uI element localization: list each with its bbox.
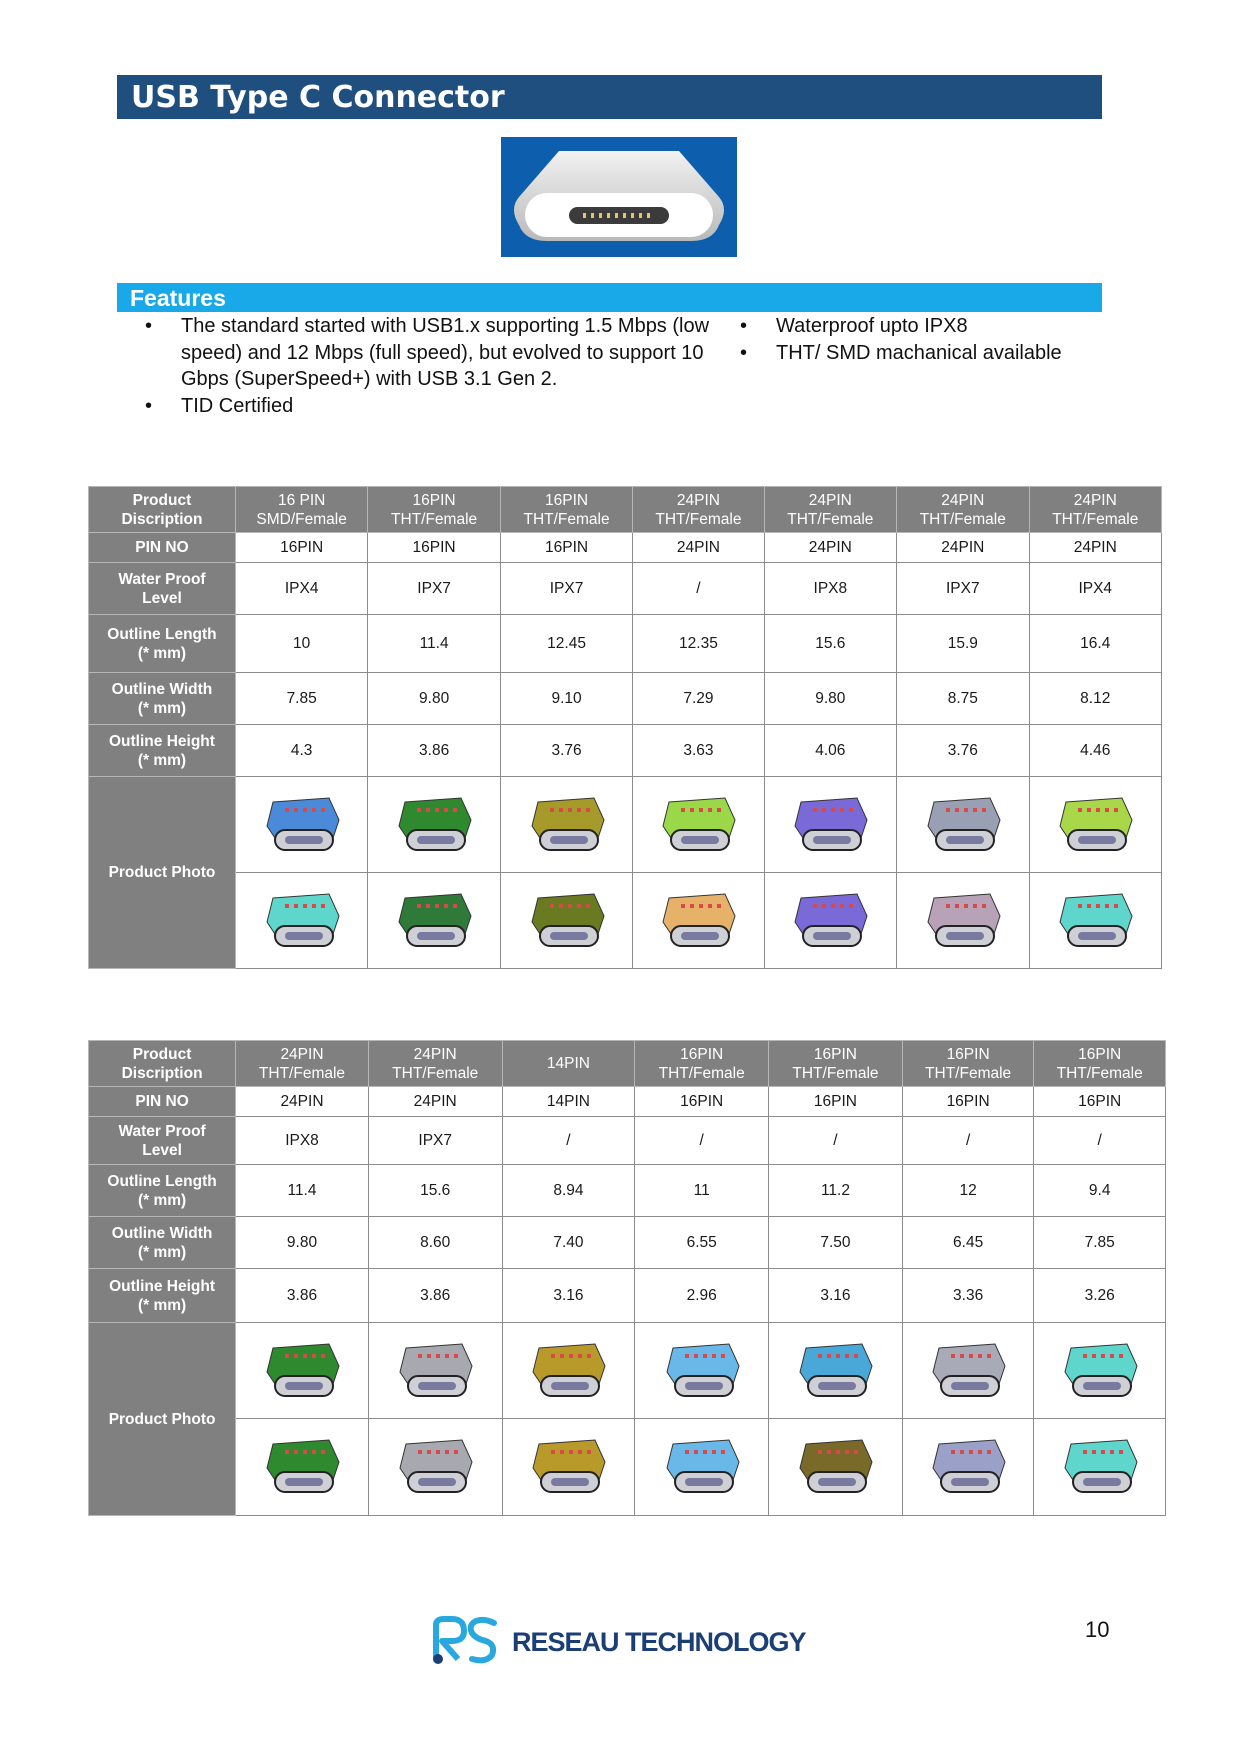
- pin-value-cell: 16PIN: [500, 533, 632, 563]
- pin-value-cell: 24PIN: [1029, 533, 1161, 563]
- connector-photo-icon: [524, 790, 610, 860]
- water-value-cell: IPX4: [1029, 563, 1161, 615]
- length-value-cell: 9.4: [1034, 1165, 1166, 1217]
- width-value-cell: 9.80: [236, 1217, 369, 1269]
- height-value-cell: 3.86: [368, 725, 500, 777]
- width-value-cell: 8.60: [368, 1217, 502, 1269]
- product-photo-cell: [764, 777, 896, 873]
- width-value-cell: 6.55: [635, 1217, 769, 1269]
- height-value-cell: 4.46: [1029, 725, 1161, 777]
- spec-table-2: [88, 1040, 1166, 1516]
- description-line: 16 PIN: [277, 491, 326, 509]
- description-line: THT/Female: [392, 1064, 479, 1082]
- height-value-cell: 3.26: [1034, 1269, 1166, 1323]
- description-line: THT/Female: [919, 510, 1006, 528]
- features-bar: [117, 283, 1102, 312]
- width-value-cell: 6.45: [902, 1217, 1034, 1269]
- description-line: 24PIN: [808, 491, 852, 509]
- product-photo-cell: [1034, 1323, 1166, 1419]
- row-label: [89, 533, 236, 563]
- row-label-line: Discription: [121, 510, 203, 528]
- pin-value-cell: 16PIN: [769, 1087, 903, 1117]
- product-description-cell: [769, 1041, 903, 1087]
- water-value-cell: IPX8: [236, 1117, 369, 1165]
- product-photo-cell: [897, 777, 1029, 873]
- connector-photo-icon: [655, 886, 741, 956]
- description-line: THT/Female: [523, 510, 610, 528]
- width-value-cell: 7.50: [769, 1217, 903, 1269]
- height-value-cell: 3.86: [368, 1269, 502, 1323]
- description-row: [89, 487, 1162, 533]
- product-photo-cell: [1029, 873, 1161, 969]
- description-line: SMD/Female: [256, 510, 347, 528]
- height-value-cell: 3.16: [502, 1269, 635, 1323]
- width-value-cell: 7.29: [633, 673, 764, 725]
- row-label-line: (* mm): [137, 1243, 187, 1261]
- row-label: [89, 725, 236, 777]
- pin-value-cell: 24PIN: [764, 533, 896, 563]
- row-label: [89, 1041, 236, 1087]
- product-description-cell: [236, 1041, 369, 1087]
- product-photo-cell: [897, 873, 1029, 969]
- product-description-cell: [235, 487, 367, 533]
- product-photo-cell: [902, 1323, 1034, 1419]
- length-value-cell: 10: [235, 615, 367, 673]
- photo-row: [89, 777, 1162, 873]
- product-photo-cell: [902, 1419, 1034, 1516]
- connector-photo-icon: [792, 1432, 878, 1502]
- product-photo-cell: [236, 1323, 369, 1419]
- product-description-cell: [897, 487, 1029, 533]
- connector-photo-icon: [525, 1432, 611, 1502]
- height-value-cell: 3.63: [633, 725, 764, 777]
- product-photo-cell: [235, 873, 367, 969]
- row-label-line: Outline Height: [109, 1277, 216, 1295]
- row-label-line: (* mm): [137, 1191, 187, 1209]
- length-value-cell: 12.45: [500, 615, 632, 673]
- description-line: THT/Female: [391, 510, 478, 528]
- product-photo-cell: [764, 873, 896, 969]
- width-row: [89, 1217, 1166, 1269]
- row-label: [89, 615, 236, 673]
- rs-logo-icon: [430, 1615, 500, 1665]
- footer-logo: [430, 1615, 810, 1665]
- description-row: [89, 1041, 1166, 1087]
- length-value-cell: 11.4: [368, 615, 500, 673]
- width-value-cell: 9.80: [368, 673, 500, 725]
- width-value-cell: 7.40: [502, 1217, 635, 1269]
- connector-photo-icon: [920, 886, 1006, 956]
- product-description-cell: [902, 1041, 1034, 1087]
- description-line: 14PIN: [546, 1055, 590, 1072]
- description-line: THT/Female: [1056, 1064, 1143, 1082]
- row-label-line: Outline Length: [107, 625, 217, 643]
- length-value-cell: 12: [902, 1165, 1034, 1217]
- description-line: THT/Female: [658, 1064, 745, 1082]
- features-list-right: [776, 313, 1116, 366]
- row-label-line: Outline Width: [111, 680, 213, 698]
- product-photo-cell: [635, 1323, 769, 1419]
- connector-photo-icon: [525, 1336, 611, 1406]
- pin-value-cell: 24PIN: [897, 533, 1029, 563]
- description-line: THT/Female: [258, 1064, 346, 1082]
- description-line: 24PIN: [941, 491, 985, 509]
- connector-photo-icon: [659, 1336, 745, 1406]
- length-row: [89, 615, 1162, 673]
- water-value-cell: /: [502, 1117, 635, 1165]
- features-list-left: [181, 313, 711, 419]
- length-value-cell: 11.2: [769, 1165, 903, 1217]
- product-photo-cell: [769, 1323, 903, 1419]
- width-value-cell: 8.75: [897, 673, 1029, 725]
- description-line: THT/Female: [792, 1064, 879, 1082]
- product-photo-cell: [635, 1419, 769, 1516]
- pin-value-cell: 24PIN: [368, 1087, 502, 1117]
- connector-photo-icon: [1052, 886, 1138, 956]
- product-photo-cell: [368, 1419, 502, 1516]
- water-value-cell: IPX7: [368, 563, 500, 615]
- connector-photo-icon: [391, 886, 477, 956]
- row-label-line: Outline Height: [109, 732, 215, 750]
- description-line: THT/Female: [655, 510, 742, 528]
- length-value-cell: 12.35: [633, 615, 764, 673]
- row-label-line: (* mm): [137, 644, 187, 662]
- pin-row: [89, 533, 1162, 563]
- pin-value-cell: 16PIN: [235, 533, 367, 563]
- length-value-cell: 15.6: [764, 615, 896, 673]
- row-label: [89, 1087, 236, 1117]
- product-photo-cell: [236, 1419, 369, 1516]
- pin-row: [89, 1087, 1166, 1117]
- length-value-cell: 11: [635, 1165, 769, 1217]
- width-value-cell: 7.85: [235, 673, 367, 725]
- connector-photo-icon: [524, 886, 610, 956]
- connector-photo-icon: [920, 790, 1006, 860]
- usb-c-hero-image: [501, 137, 737, 257]
- row-label: [89, 1217, 236, 1269]
- product-description-cell: [633, 487, 764, 533]
- photo-row: [89, 1419, 1166, 1516]
- length-row: [89, 1165, 1166, 1217]
- product-description-cell: [502, 1041, 635, 1087]
- height-value-cell: 3.36: [902, 1269, 1034, 1323]
- connector-photo-icon: [787, 886, 873, 956]
- connector-photo-icon: [1057, 1432, 1143, 1502]
- row-label-line: Outline Length: [107, 1172, 217, 1190]
- product-photo-cell: [502, 1323, 635, 1419]
- product-description-cell: [764, 487, 896, 533]
- height-value-cell: 3.16: [769, 1269, 903, 1323]
- description-line: THT/Female: [1052, 510, 1139, 528]
- height-value-cell: 2.96: [635, 1269, 769, 1323]
- water-value-cell: IPX8: [764, 563, 896, 615]
- description-line: THT/Female: [925, 1064, 1012, 1082]
- connector-photo-icon: [792, 1336, 878, 1406]
- product-photo-cell: [1034, 1419, 1166, 1516]
- product-description-cell: [500, 487, 632, 533]
- description-line: 16PIN: [680, 1045, 724, 1063]
- spec-table-1: [88, 486, 1162, 969]
- water-row: [89, 1117, 1166, 1165]
- row-label-line: Outline Width: [111, 1224, 213, 1242]
- connector-photo-icon: [391, 790, 477, 860]
- connector-photo-icon: [392, 1336, 478, 1406]
- row-label: [89, 1117, 236, 1165]
- length-value-cell: 15.6: [368, 1165, 502, 1217]
- length-value-cell: 11.4: [236, 1165, 369, 1217]
- product-description-cell: [368, 1041, 502, 1087]
- row-label: [89, 487, 236, 533]
- product-description-cell: [368, 487, 500, 533]
- description-line: 24PIN: [413, 1045, 457, 1063]
- height-value-cell: 3.86: [236, 1269, 369, 1323]
- title-bar: [117, 75, 1102, 119]
- description-line: THT/Female: [787, 510, 874, 528]
- row-label-line: Product: [132, 1045, 192, 1063]
- water-value-cell: /: [633, 563, 764, 615]
- connector-photo-icon: [1057, 1336, 1143, 1406]
- row-label-line: (* mm): [137, 699, 187, 717]
- description-line: 16PIN: [1078, 1045, 1122, 1063]
- connector-photo-icon: [1052, 790, 1138, 860]
- description-line: 16PIN: [412, 491, 456, 509]
- height-value-cell: 4.3: [235, 725, 367, 777]
- height-value-cell: 3.76: [897, 725, 1029, 777]
- description-line: 24PIN: [280, 1045, 324, 1063]
- footer-brand: RESEAU TECHNOLOGY: [512, 1627, 806, 1657]
- pin-value-cell: 16PIN: [635, 1087, 769, 1117]
- description-line: 24PIN: [676, 491, 720, 509]
- product-description-cell: [635, 1041, 769, 1087]
- row-label: [89, 1269, 236, 1323]
- connector-photo-icon: [392, 1432, 478, 1502]
- water-value-cell: /: [769, 1117, 903, 1165]
- width-value-cell: 9.80: [764, 673, 896, 725]
- connector-photo-icon: [787, 790, 873, 860]
- water-value-cell: IPX7: [368, 1117, 502, 1165]
- row-label: Product Photo: [89, 777, 236, 969]
- feature-item: • The standard started with USB1.x supporting 1.5 Mbps (low speed) and 12 Mbps (full speed), but evolved to support 10 Gbps (SuperSpeed+) with USB 3.1 Gen 2.: [181, 313, 711, 393]
- feature-item: • THT/ SMD machanical available: [776, 340, 1116, 367]
- width-row: [89, 673, 1162, 725]
- description-line: 24PIN: [1073, 491, 1117, 509]
- product-photo-cell: [769, 1419, 903, 1516]
- product-photo-cell: [1029, 777, 1161, 873]
- height-value-cell: 3.76: [500, 725, 632, 777]
- product-description-cell: [1029, 487, 1161, 533]
- feature-item: • TID Certified: [181, 393, 711, 420]
- photo-row: [89, 873, 1162, 969]
- connector-photo-icon: [925, 1432, 1011, 1502]
- water-value-cell: /: [1034, 1117, 1166, 1165]
- usb-c-port-icon: [501, 137, 737, 257]
- connector-photo-icon: [259, 886, 345, 956]
- product-photo-cell: [502, 1419, 635, 1516]
- pin-value-cell: 24PIN: [236, 1087, 369, 1117]
- row-label-line: PIN NO: [135, 1093, 189, 1110]
- product-photo-cell: [500, 873, 632, 969]
- row-label-line: Level: [142, 589, 182, 607]
- height-row: [89, 725, 1162, 777]
- product-description-cell: [1034, 1041, 1166, 1087]
- width-value-cell: 7.85: [1034, 1217, 1166, 1269]
- water-value-cell: IPX4: [235, 563, 367, 615]
- water-value-cell: /: [902, 1117, 1034, 1165]
- page-title: USB Type C Connector: [131, 80, 505, 115]
- product-photo-cell: [368, 777, 500, 873]
- length-value-cell: 8.94: [502, 1165, 635, 1217]
- row-label-line: (* mm): [137, 751, 187, 769]
- feature-item: • Waterproof upto IPX8: [776, 313, 1116, 340]
- length-value-cell: 16.4: [1029, 615, 1161, 673]
- width-value-cell: 9.10: [500, 673, 632, 725]
- water-row: [89, 563, 1162, 615]
- height-row: [89, 1269, 1166, 1323]
- pin-value-cell: 24PIN: [633, 533, 764, 563]
- width-value-cell: 8.12: [1029, 673, 1161, 725]
- description-line: 16PIN: [946, 1045, 990, 1063]
- connector-photo-icon: [925, 1336, 1011, 1406]
- connector-photo-icon: [655, 790, 741, 860]
- pin-value-cell: 16PIN: [368, 533, 500, 563]
- row-label-line: PIN NO: [135, 539, 189, 556]
- length-value-cell: 15.9: [897, 615, 1029, 673]
- row-label: [89, 563, 236, 615]
- page-number: 10: [1085, 1617, 1110, 1642]
- row-label-line: Level: [142, 1141, 182, 1159]
- row-label-line: Water Proof: [118, 1122, 206, 1140]
- row-label-line: Water Proof: [118, 570, 206, 588]
- product-photo-cell: [368, 873, 500, 969]
- features-heading: Features: [130, 285, 226, 311]
- description-line: 16PIN: [545, 491, 589, 509]
- water-value-cell: IPX7: [897, 563, 1029, 615]
- pin-value-cell: 16PIN: [1034, 1087, 1166, 1117]
- photo-row: [89, 1323, 1166, 1419]
- product-photo-cell: [500, 777, 632, 873]
- product-photo-cell: [633, 777, 764, 873]
- connector-photo-icon: [659, 1432, 745, 1502]
- product-photo-cell: [633, 873, 764, 969]
- connector-photo-icon: [259, 790, 345, 860]
- row-label: Product Photo: [89, 1323, 236, 1516]
- water-value-cell: /: [635, 1117, 769, 1165]
- pin-value-cell: 14PIN: [502, 1087, 635, 1117]
- product-photo-cell: [235, 777, 367, 873]
- row-label-line: Discription: [121, 1064, 203, 1082]
- pin-value-cell: 16PIN: [902, 1087, 1034, 1117]
- product-photo-cell: [368, 1323, 502, 1419]
- row-label: [89, 1165, 236, 1217]
- height-value-cell: 4.06: [764, 725, 896, 777]
- water-value-cell: IPX7: [500, 563, 632, 615]
- description-line: 16PIN: [813, 1045, 857, 1063]
- row-label-line: (* mm): [137, 1296, 187, 1314]
- row-label: [89, 673, 236, 725]
- connector-photo-icon: [259, 1432, 345, 1502]
- row-label-line: Product: [132, 491, 192, 509]
- connector-photo-icon: [259, 1336, 345, 1406]
